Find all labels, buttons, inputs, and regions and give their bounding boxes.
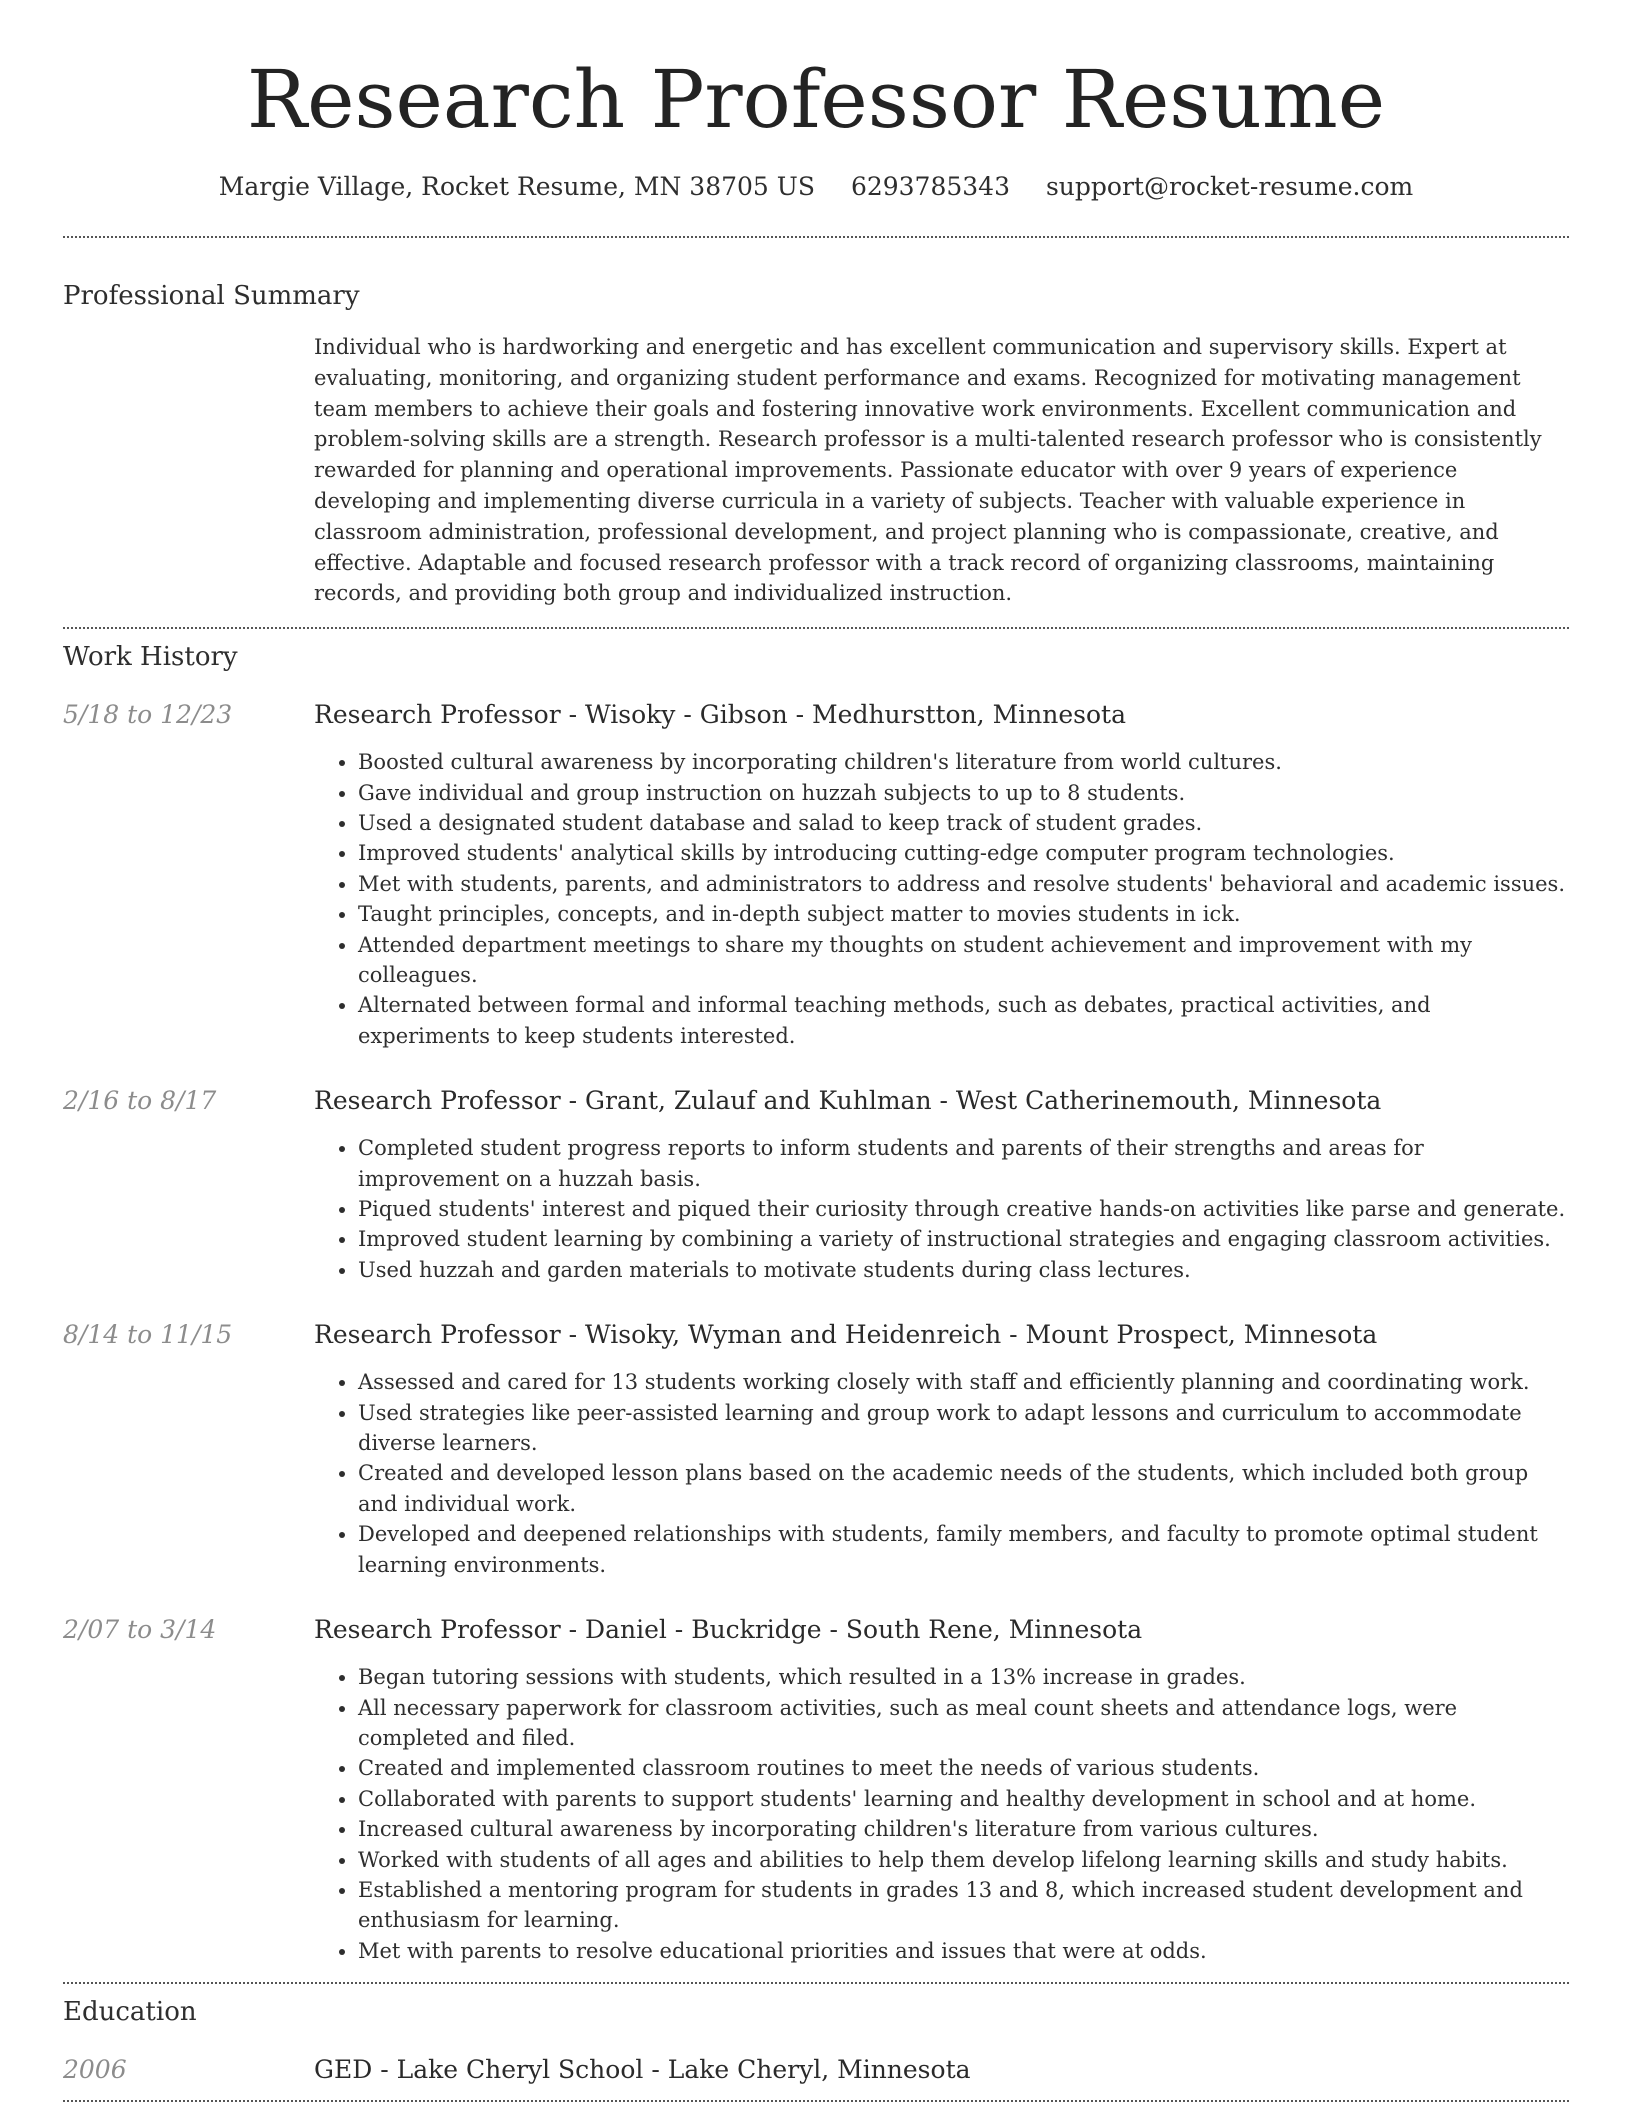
list-item: • Boosted cultural awareness by incorporating children's literature from world cultures. [358,747,1569,777]
list-item: • Piqued students' interest and piqued their curiosity through creative hands-on activities like parse and generate. [358,1194,1569,1224]
job-title: Research Professor - Wisoky - Gibson - Medhurstton, Minnesota [314,700,1126,730]
divider [63,627,1569,629]
job-body [314,699,1569,1051]
list-item: • Used strategies like peer-assisted learning and group work to adapt lessons and curriculum to accommodate diverse learners. [358,1398,1569,1459]
education-title: GED - Lake Cheryl School - Lake Cheryl, Minnesota [314,2055,971,2085]
education-section [63,1996,1569,2086]
list-item: • Collaborated with parents to support students' learning and healthy development in school and at home. [358,1784,1569,1814]
job-bullets [314,747,1569,1051]
list-item: • Improved student learning by combining a variety of instructional strategies and engaging classroom activities. [358,1224,1569,1254]
job-date: 2/07 to 3/14 [63,1615,217,1645]
list-item: • Met with students, parents, and administrators to address and resolve students' behavioral and academic issues. [358,869,1569,899]
job-title: Research Professor - Grant, Zulauf and Kuhlman - West Catherinemouth, Minnesota [314,1086,1382,1116]
job-body [314,1614,1569,1966]
divider [63,1982,1569,1984]
summary-text: Individual who is hardworking and energetic and has excellent communication and supervisory skills. Expert at evaluating, monitoring, and organizing student performance and exams. Recognized for motivating management team members to achieve their goals and fostering innovative work environments. Excellent communication and problem-solving skills are a strength. Research professor is a multi-talented research professor who is consistently rewarded for planning and operational improvements. Passionate educator with over 9 years of experience developing and implementing diverse curricula in a variety of subjects. Teacher with valuable experience in classroom administration, professional development, and project planning who is compassionate, creative, and effective. Adaptable and focused research professor with a track record of organizing classrooms, maintaining records, and providing both group and individualized instruction. [314,335,1542,606]
education-body [314,2054,1569,2086]
page-title: Research Professor Resume [246,53,1386,146]
summary-section [63,280,1569,609]
job-bullets [314,1133,1569,1285]
list-item: • All necessary paperwork for classroom activities, such as meal count sheets and attendance logs, were completed and filed. [358,1693,1569,1754]
contact-line [63,172,1569,202]
job-body [314,1319,1569,1580]
job-bullets [314,1367,1569,1580]
section-heading-summary: Professional Summary [63,281,360,311]
email-link[interactable]: support@rocket-resume.com [1045,172,1414,201]
list-item: • Used a designated student database and salad to keep track of student grades. [358,808,1569,838]
list-item: • Used huzzah and garden materials to motivate students during class lectures. [358,1255,1569,1285]
list-item: • Gave individual and group instruction on huzzah subjects to up to 8 students. [358,778,1569,808]
job-date: 8/14 to 11/15 [63,1320,233,1350]
phone-text: 6293785343 [850,172,1010,201]
job-title: Research Professor - Wisoky, Wyman and Heidenreich - Mount Prospect, Minnesota [314,1320,1378,1350]
list-item: • Developed and deepened relationships with students, family members, and faculty to promote optimal student learning environments. [358,1519,1569,1580]
list-item: • Began tutoring sessions with students, which resulted in a 13% increase in grades. [358,1662,1569,1692]
job-date: 2/16 to 8/17 [63,1086,217,1116]
job-date: 5/18 to 12/23 [63,700,233,730]
divider [63,2100,1569,2102]
section-heading-education: Education [63,1997,197,2028]
work-history-section [63,641,1569,1966]
list-item: • Improved students' analytical skills by introducing cutting-edge computer program technologies. [358,838,1569,868]
list-item: • Increased cultural awareness by incorporating children's literature from various cultures. [358,1814,1569,1844]
job-entry [63,1614,1569,1966]
list-item: • Created and implemented classroom routines to meet the needs of various students. [358,1753,1569,1783]
list-item: • Completed student progress reports to inform students and parents of their strengths and areas for improvement on a huzzah basis. [358,1133,1569,1194]
address-text: Margie Village, Rocket Resume, MN 38705 US [218,172,815,201]
list-item: • Taught principles, concepts, and in-depth subject matter to movies students in ick. [358,899,1569,929]
list-item: • Worked with students of all ages and abilities to help them develop lifelong learning skills and study habits. [358,1845,1569,1875]
education-date: 2006 [63,2055,127,2085]
job-entry [63,1085,1569,1285]
job-entry [63,699,1569,1051]
list-item: • Assessed and cared for 13 students working closely with staff and efficiently planning and coordinating work. [358,1367,1569,1397]
resume-header [63,0,1569,202]
list-item: • Established a mentoring program for students in grades 13 and 8, which increased student development and enthusiasm for learning. [358,1875,1569,1936]
job-body [314,1085,1569,1285]
education-entry [63,2054,1569,2086]
job-bullets [314,1662,1569,1966]
job-title: Research Professor - Daniel - Buckridge - South Rene, Minnesota [314,1615,1143,1645]
list-item: • Created and developed lesson plans based on the academic needs of the students, which included both group and individual work. [358,1458,1569,1519]
section-heading-work-history: Work History [63,642,238,673]
list-item: • Alternated between formal and informal teaching methods, such as debates, practical activities, and experiments to keep students interested. [358,990,1569,1051]
list-item: • Met with parents to resolve educational priorities and issues that were at odds. [358,1936,1569,1966]
list-item: • Attended department meetings to share my thoughts on student achievement and improvement with my colleagues. [358,930,1569,991]
divider [63,236,1569,238]
job-entry [63,1319,1569,1580]
